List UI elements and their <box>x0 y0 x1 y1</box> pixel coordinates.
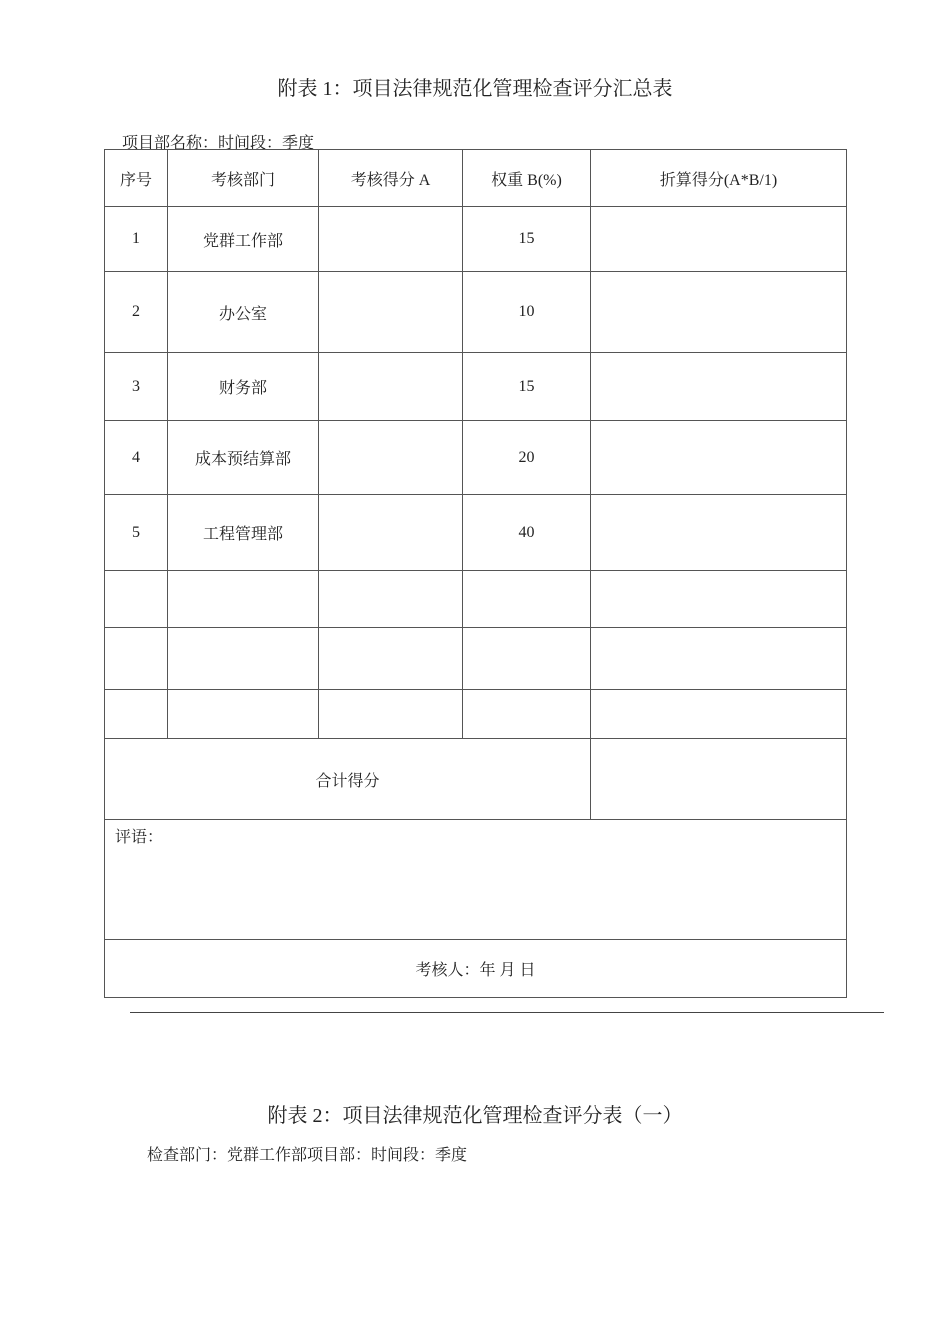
row-number: 2 <box>105 272 168 353</box>
weight-cell <box>463 628 591 690</box>
table2-title: 附表 2：项目法律规范化管理检查评分表（一） <box>267 1105 683 1127</box>
header-cell: 权重 B(%) <box>463 150 591 207</box>
result-cell <box>591 690 847 739</box>
department-name <box>168 571 319 628</box>
score-a-cell <box>319 690 463 739</box>
inspection-info-line: 检查部门：党群工作部项目部：时间段：季度 <box>147 1147 468 1164</box>
department-name: 成本预结算部 <box>168 421 319 495</box>
score-a-cell <box>319 421 463 495</box>
total-row <box>105 739 847 820</box>
result-cell <box>591 628 847 690</box>
row-number: 3 <box>105 353 168 421</box>
table-row <box>105 207 847 272</box>
score-a-cell <box>319 272 463 353</box>
header-cell: 序号 <box>105 150 168 207</box>
total-value <box>591 739 847 820</box>
weight-cell: 40 <box>463 495 591 571</box>
comment-label: 评语： <box>105 820 847 940</box>
department-name: 办公室 <box>168 272 319 353</box>
project-info-line: 项目部名称：时间段：季度 <box>122 135 315 152</box>
row-number: 4 <box>105 421 168 495</box>
table-row <box>105 690 847 739</box>
result-cell <box>591 421 847 495</box>
row-number: 1 <box>105 207 168 272</box>
score-a-cell <box>319 353 463 421</box>
weight-cell <box>463 571 591 628</box>
header-cell: 考核得分 A <box>319 150 463 207</box>
weight-cell: 15 <box>463 207 591 272</box>
comment-row <box>105 820 847 940</box>
table-row <box>105 571 847 628</box>
table-row <box>105 421 847 495</box>
weight-cell: 15 <box>463 353 591 421</box>
result-cell <box>591 353 847 421</box>
result-cell <box>591 495 847 571</box>
table-row <box>105 353 847 421</box>
score-a-cell <box>319 628 463 690</box>
header-cell: 考核部门 <box>168 150 319 207</box>
table1-title: 附表 1：项目法律规范化管理检查评分汇总表 <box>277 78 673 100</box>
score-a-cell <box>319 207 463 272</box>
department-name: 工程管理部 <box>168 495 319 571</box>
row-number <box>105 690 168 739</box>
table-row <box>105 495 847 571</box>
header-cell: 折算得分(A*B/1) <box>591 150 847 207</box>
weight-cell: 10 <box>463 272 591 353</box>
result-cell <box>591 571 847 628</box>
weight-cell <box>463 690 591 739</box>
signature-line: 考核人：年 月 日 <box>105 940 847 998</box>
score-a-cell <box>319 495 463 571</box>
row-number: 5 <box>105 495 168 571</box>
table-row <box>105 628 847 690</box>
result-cell <box>591 272 847 353</box>
department-name <box>168 628 319 690</box>
department-name: 财务部 <box>168 353 319 421</box>
row-number <box>105 571 168 628</box>
table-row <box>105 272 847 353</box>
total-label: 合计得分 <box>105 739 591 820</box>
score-summary-table <box>104 149 847 998</box>
weight-cell: 20 <box>463 421 591 495</box>
score-a-cell <box>319 571 463 628</box>
row-number <box>105 628 168 690</box>
result-cell <box>591 207 847 272</box>
department-name <box>168 690 319 739</box>
section-divider <box>130 1012 884 1013</box>
signature-row <box>105 940 847 998</box>
department-name: 党群工作部 <box>168 207 319 272</box>
header-row <box>105 150 847 207</box>
